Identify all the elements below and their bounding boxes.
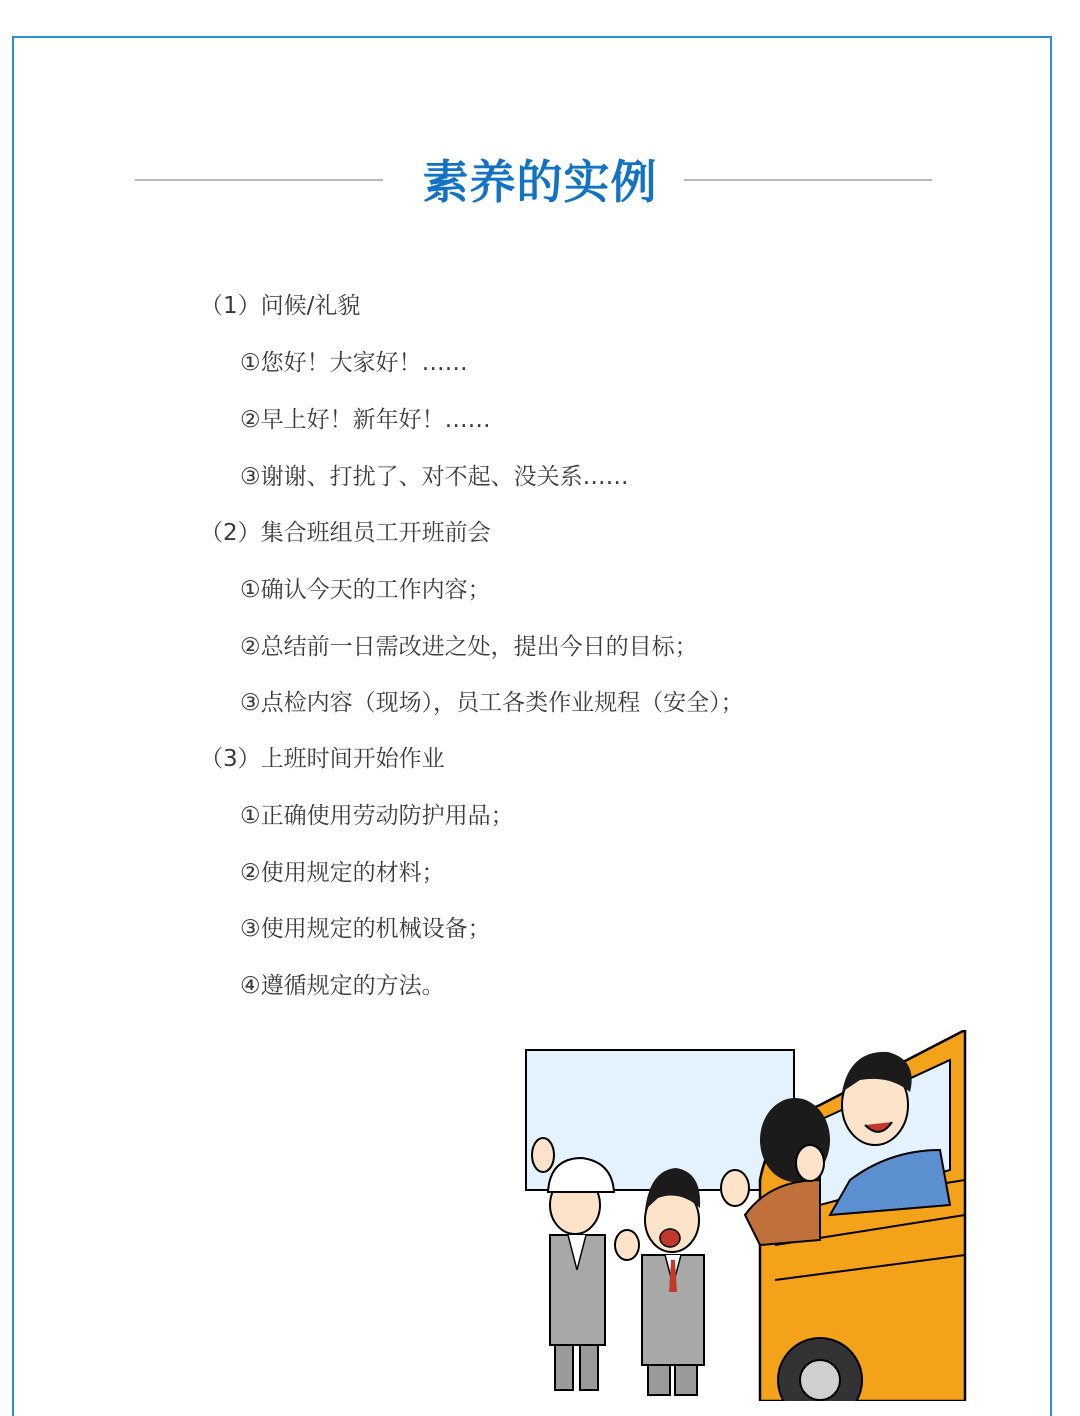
list-item: ①确认今天的工作内容；	[240, 577, 491, 603]
list-item: ③谢谢、打扰了、对不起、没关系……	[240, 464, 629, 490]
list-item: ②总结前一日需改进之处，提出今日的目标；	[240, 634, 698, 660]
greeting-bus-illustration	[520, 1030, 970, 1401]
section-heading-3: （3）上班时间开始作业	[200, 746, 445, 772]
list-item: ③点检内容（现场），员工各类作业规程（安全）；	[240, 690, 744, 716]
list-item: ②使用规定的材料；	[240, 860, 445, 886]
list-item: ①您好！大家好！……	[240, 350, 468, 376]
page-title: 素养的实例	[422, 155, 658, 209]
section-heading-2: （2）集合班组员工开班前会	[200, 520, 491, 546]
list-item: ④遵循规定的方法。	[240, 973, 445, 999]
section-heading-1: （1）问候/礼貌	[200, 293, 361, 319]
list-item: ①正确使用劳动防护用品；	[240, 803, 514, 829]
title-rule-right	[684, 179, 932, 181]
list-item: ②早上好！新年好！……	[240, 407, 491, 433]
list-item: ③使用规定的机械设备；	[240, 916, 491, 942]
